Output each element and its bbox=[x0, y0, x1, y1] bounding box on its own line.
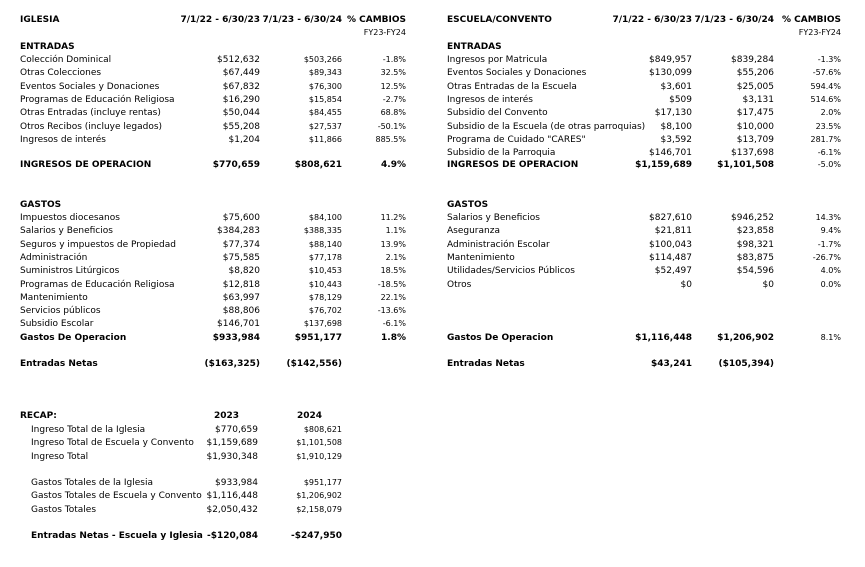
row-value-fy23: $1,930,348 bbox=[206, 451, 258, 462]
row-percent-change: 514.6% bbox=[810, 94, 841, 104]
row-value-fy23: $0 bbox=[680, 279, 692, 290]
row-percent-change: 0.0% bbox=[820, 279, 841, 289]
row-value-fy24: $98,321 bbox=[736, 239, 774, 250]
row-label: Gastos Totales de la Iglesia bbox=[31, 478, 153, 488]
row-label: Impuestos diocesanos bbox=[20, 213, 120, 223]
row-value-fy23: $77,374 bbox=[222, 239, 260, 250]
row-percent-change: 14.3% bbox=[815, 213, 841, 222]
row-percent-change: 4.0% bbox=[820, 266, 841, 276]
school-expense-total-v2: $1,206,902 bbox=[717, 333, 774, 343]
school-col2-header: 7/1/23 - 6/30/24 bbox=[694, 15, 774, 25]
row-label: Otras Colecciones bbox=[20, 68, 102, 79]
row-label: Ingreso Total de la Iglesia bbox=[31, 425, 146, 435]
row-value-fy24: $84,455 bbox=[308, 108, 342, 118]
row-percent-change: 23.5% bbox=[815, 121, 841, 131]
row-value-fy23: $146,701 bbox=[217, 319, 260, 330]
row-label: Salarios y Beneficios bbox=[20, 226, 113, 237]
recap-net-v1: -$120,084 bbox=[207, 531, 258, 541]
row-value-fy24: $10,000 bbox=[736, 121, 774, 132]
row-label: Otras Entradas de la Escuela bbox=[447, 81, 577, 92]
row-value-fy23: $8,100 bbox=[660, 121, 692, 132]
row-value-fy24: $1,206,902 bbox=[296, 491, 342, 501]
row-value-fy24: $77,178 bbox=[308, 252, 342, 262]
row-value-fy23: $17,130 bbox=[654, 108, 692, 119]
school-income-total-pct: -5.0% bbox=[817, 160, 841, 169]
row-value-fy24: $17,475 bbox=[736, 108, 774, 119]
row-value-fy23: $52,497 bbox=[654, 266, 692, 277]
row-value-fy24: $23,858 bbox=[736, 226, 774, 237]
row-value-fy23: $384,283 bbox=[217, 226, 260, 237]
row-value-fy24: $839,284 bbox=[731, 55, 774, 65]
row-value-fy24: $78,129 bbox=[308, 292, 342, 302]
row-value-fy23: $770,659 bbox=[215, 425, 258, 435]
row-label: Salarios y Beneficios bbox=[447, 213, 540, 223]
row-value-fy24: $503,266 bbox=[303, 55, 342, 64]
row-value-fy24: $25,005 bbox=[736, 81, 774, 92]
school-col1-header: 7/1/22 - 6/30/23 bbox=[612, 15, 692, 25]
church-col3-subheader: FY23-FY24 bbox=[363, 28, 406, 37]
row-label: Ingreso Total bbox=[31, 451, 89, 462]
row-value-fy23: $933,984 bbox=[215, 478, 258, 488]
row-value-fy23: $146,701 bbox=[649, 148, 692, 159]
row-percent-change: 18.5% bbox=[380, 266, 406, 276]
row-value-fy24: $10,443 bbox=[308, 279, 342, 289]
row-value-fy23: $88,806 bbox=[222, 306, 260, 317]
row-label: Otros Recibos (incluye legados) bbox=[20, 121, 163, 132]
row-label: Ingresos de interés bbox=[20, 134, 106, 145]
row-label: Eventos Sociales y Donaciones bbox=[20, 81, 160, 92]
row-value-fy23: $55,208 bbox=[222, 121, 260, 132]
school-expense-header: GASTOS bbox=[447, 200, 489, 210]
row-percent-change: -2.7% bbox=[382, 94, 406, 104]
row-value-fy23: $75,600 bbox=[222, 213, 260, 223]
school-net-v2: ($105,394) bbox=[718, 359, 774, 369]
school-income-total-label: INGRESOS DE OPERACION bbox=[447, 160, 579, 170]
row-label: Otras Entradas (incluye rentas) bbox=[20, 108, 161, 119]
recap-title: RECAP: bbox=[20, 411, 57, 421]
school-col3-subheader: FY23-FY24 bbox=[798, 28, 841, 37]
row-label: Suministros Litúrgicos bbox=[20, 266, 120, 277]
row-value-fy24: $27,537 bbox=[308, 121, 342, 131]
row-percent-change: 32.5% bbox=[380, 68, 406, 78]
row-label: Programas de Educación Religiosa bbox=[20, 94, 175, 105]
row-percent-change: 2.1% bbox=[385, 252, 406, 262]
church-net-v1: ($163,325) bbox=[204, 359, 260, 369]
recap-year-2023: 2023 bbox=[214, 411, 240, 421]
row-percent-change: 12.5% bbox=[380, 81, 406, 91]
row-label: Subsidio de la Escuela (de otras parroquias) bbox=[447, 121, 646, 132]
row-value-fy23: $3,592 bbox=[660, 134, 692, 145]
row-value-fy24: $2,158,079 bbox=[296, 504, 342, 514]
row-value-fy24: $89,343 bbox=[308, 68, 342, 78]
row-value-fy23: $3,601 bbox=[660, 81, 692, 92]
row-value-fy24: $3,131 bbox=[742, 94, 774, 105]
row-percent-change: -6.1% bbox=[382, 319, 406, 329]
row-label: Subsidio Escolar bbox=[20, 319, 94, 330]
row-value-fy24: $137,698 bbox=[303, 319, 342, 329]
row-percent-change: 11.2% bbox=[380, 213, 406, 222]
row-value-fy23: $63,997 bbox=[222, 292, 260, 303]
church-expense-total-pct: 1.8% bbox=[381, 333, 406, 343]
row-value-fy24: $1,910,129 bbox=[296, 451, 342, 461]
row-value-fy24: $11,866 bbox=[308, 134, 342, 144]
row-value-fy23: $130,099 bbox=[649, 68, 692, 79]
row-value-fy23: $8,820 bbox=[228, 266, 260, 277]
church-col3-header: % CAMBIOS bbox=[346, 15, 406, 25]
church-expense-total-label: Gastos De Operacion bbox=[20, 333, 127, 343]
school-income-total-v2: $1,101,508 bbox=[717, 160, 774, 170]
row-value-fy23: $67,449 bbox=[222, 68, 260, 79]
row-value-fy23: $75,585 bbox=[222, 252, 260, 263]
row-percent-change: 281.7% bbox=[810, 134, 841, 144]
row-value-fy23: $100,043 bbox=[649, 239, 692, 250]
church-expense-header: GASTOS bbox=[20, 200, 62, 210]
row-percent-change: -18.5% bbox=[377, 279, 406, 289]
row-label: Ingresos por Matricula bbox=[447, 55, 548, 65]
row-percent-change: 13.9% bbox=[380, 239, 406, 249]
church-income-total-pct: 4.9% bbox=[381, 160, 406, 170]
row-value-fy23: $16,290 bbox=[222, 94, 260, 105]
row-value-fy23: $827,610 bbox=[649, 213, 692, 223]
row-label: Subsidio de la Parroquia bbox=[447, 148, 556, 159]
row-value-fy24: $1,101,508 bbox=[296, 438, 342, 448]
row-value-fy24: $10,453 bbox=[308, 266, 342, 276]
school-income-header: ENTRADAS bbox=[447, 42, 502, 52]
row-percent-change: 594.4% bbox=[810, 81, 841, 91]
row-label: Colección Dominical bbox=[20, 55, 112, 65]
recap-net-label: Entradas Netas - Escuela y Iglesia bbox=[31, 531, 203, 541]
row-percent-change: -26.7% bbox=[812, 252, 841, 262]
row-value-fy24: $137,698 bbox=[731, 148, 774, 159]
row-value-fy23: $1,204 bbox=[228, 134, 260, 145]
church-income-total-v2: $808,621 bbox=[294, 160, 342, 170]
row-percent-change: 1.1% bbox=[385, 226, 406, 236]
row-label: Utilidades/Servicios Públicos bbox=[447, 266, 575, 277]
school-title: ESCUELA/CONVENTO bbox=[447, 15, 552, 25]
church-expense-total-v1: $933,984 bbox=[212, 333, 260, 343]
church-income-total-label: INGRESOS DE OPERACION bbox=[20, 160, 152, 170]
row-percent-change: 22.1% bbox=[380, 292, 406, 302]
row-value-fy24: $54,596 bbox=[736, 266, 774, 277]
church-col1-header: 7/1/22 - 6/30/23 bbox=[180, 15, 260, 25]
row-value-fy23: $849,957 bbox=[649, 55, 692, 65]
row-label: Administración bbox=[20, 252, 88, 263]
school-col3-header: % CAMBIOS bbox=[781, 15, 841, 25]
row-value-fy23: $1,159,689 bbox=[206, 438, 258, 449]
row-value-fy24: $15,854 bbox=[308, 94, 342, 104]
church-col2-header: 7/1/23 - 6/30/24 bbox=[262, 15, 342, 25]
row-value-fy23: $509 bbox=[669, 94, 692, 105]
row-label: Ingresos de interés bbox=[447, 94, 533, 105]
recap-net-v2: -$247,950 bbox=[291, 531, 342, 541]
row-label: Programa de Cuidado "CARES" bbox=[447, 134, 586, 145]
row-percent-change: -1.8% bbox=[382, 55, 406, 64]
row-value-fy24: $84,100 bbox=[308, 213, 342, 222]
row-value-fy24: $55,206 bbox=[736, 68, 774, 79]
row-value-fy24: $951,177 bbox=[303, 478, 342, 487]
school-income-total-v1: $1,159,689 bbox=[635, 160, 692, 170]
row-value-fy23: $67,832 bbox=[222, 81, 260, 92]
row-value-fy24: $88,140 bbox=[308, 239, 342, 249]
row-value-fy24: $13,709 bbox=[736, 134, 774, 145]
school-expense-total-pct: 8.1% bbox=[820, 333, 841, 342]
row-percent-change: 885.5% bbox=[375, 134, 406, 144]
row-percent-change: -1.3% bbox=[817, 55, 841, 64]
church-income-header: ENTRADAS bbox=[20, 42, 75, 52]
row-value-fy24: $808,621 bbox=[303, 425, 342, 434]
row-value-fy24: $0 bbox=[762, 279, 774, 290]
row-percent-change: -13.6% bbox=[377, 306, 406, 316]
row-percent-change: -1.7% bbox=[817, 239, 841, 249]
church-expense-total-v2: $951,177 bbox=[294, 333, 342, 343]
school-expense-total-v1: $1,116,448 bbox=[635, 333, 692, 343]
row-percent-change: 9.4% bbox=[820, 226, 841, 236]
row-value-fy23: $1,116,448 bbox=[206, 491, 258, 502]
row-value-fy23: $21,811 bbox=[654, 226, 692, 237]
row-label: Gastos Totales bbox=[31, 504, 97, 515]
row-label: Servicios públicos bbox=[20, 306, 101, 317]
row-label: Programas de Educación Religiosa bbox=[20, 279, 175, 290]
church-net-v2: ($142,556) bbox=[286, 359, 342, 369]
row-label: Mantenimiento bbox=[447, 252, 515, 263]
row-label: Aseguranza bbox=[447, 226, 500, 237]
row-value-fy24: $76,702 bbox=[308, 306, 342, 316]
row-value-fy24: $76,300 bbox=[308, 81, 342, 91]
row-percent-change: -6.1% bbox=[817, 148, 841, 158]
row-value-fy23: $512,632 bbox=[217, 55, 260, 65]
row-label: Seguros y impuestos de Propiedad bbox=[20, 239, 176, 250]
row-percent-change: -57.6% bbox=[812, 68, 841, 78]
church-title: IGLESIA bbox=[20, 15, 60, 25]
row-label: Mantenimiento bbox=[20, 292, 88, 303]
row-value-fy23: $2,050,432 bbox=[206, 504, 258, 515]
church-income-total-v1: $770,659 bbox=[212, 160, 260, 170]
row-percent-change: 2.0% bbox=[820, 108, 841, 118]
row-label: Ingreso Total de Escuela y Convento bbox=[31, 438, 194, 449]
row-label: Eventos Sociales y Donaciones bbox=[447, 68, 587, 79]
row-value-fy23: $50,044 bbox=[222, 108, 260, 119]
school-expense-total-label: Gastos De Operacion bbox=[447, 333, 554, 343]
row-percent-change: -50.1% bbox=[377, 121, 406, 131]
row-value-fy23: $12,818 bbox=[222, 279, 260, 290]
row-label: Subsidio del Convento bbox=[447, 108, 548, 119]
row-value-fy24: $388,335 bbox=[303, 226, 342, 236]
row-label: Otros bbox=[447, 279, 472, 290]
school-net-label: Entradas Netas bbox=[447, 359, 525, 369]
school-net-v1: $43,241 bbox=[651, 359, 692, 369]
church-net-label: Entradas Netas bbox=[20, 359, 98, 369]
row-value-fy23: $114,487 bbox=[649, 252, 692, 263]
row-value-fy24: $83,875 bbox=[736, 252, 774, 263]
row-percent-change: 68.8% bbox=[380, 108, 406, 118]
row-label: Administración Escolar bbox=[447, 239, 550, 250]
recap-year-2024: 2024 bbox=[297, 411, 323, 421]
row-label: Gastos Totales de Escuela y Convento bbox=[31, 491, 202, 502]
row-value-fy24: $946,252 bbox=[731, 213, 774, 223]
